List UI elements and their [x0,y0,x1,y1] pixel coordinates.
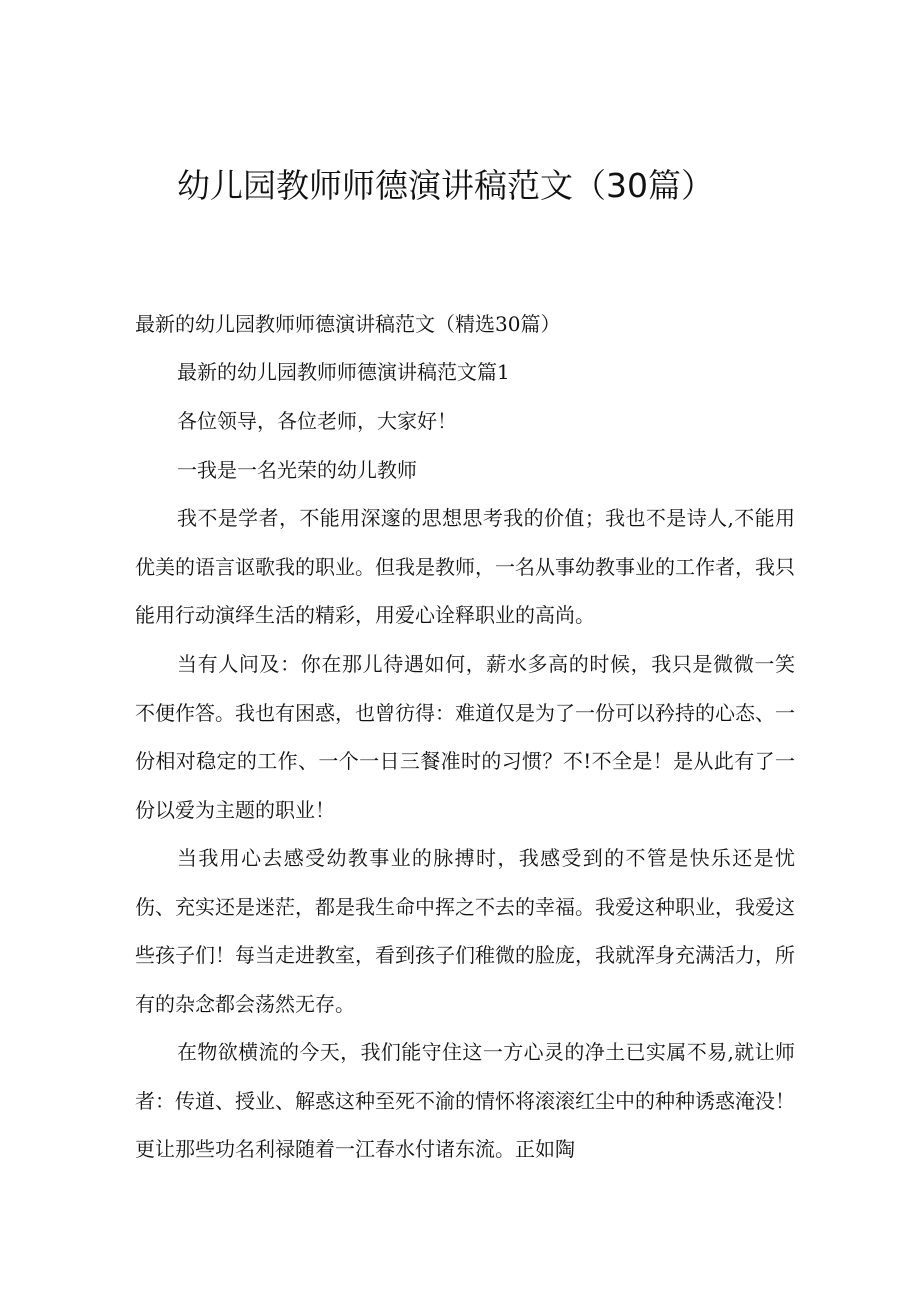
greeting-line: 各位领导，各位老师，大家好！ [177,409,457,433]
body-paragraph: 当有人问及：你在那儿待遇如何，薪水多高的时候，我只是微微一笑不便作答。我也有困惑，也曾彷得：难道仅是为了一份可以矜持的心态、一份相对稳定的工作、一个一日三餐准时的习惯？不!不全是！是从此有了一份以爱为主题的职业！ [135,652,795,822]
section-heading: 最新的幼儿园教师师德演讲稿范文篇1 [177,360,510,384]
intro-line: 一我是一名光荣的幼儿教师 [177,458,417,482]
document-title: 幼儿园教师师德演讲稿范文（30篇） [177,166,714,205]
document-subtitle: 最新的幼儿园教师师德演讲稿范文（精选30篇） [135,312,561,336]
body-paragraph: 当我用心去感受幼教事业的脉搏时，我感受到的不管是快乐还是忧伤、充实还是迷茫，都是我生命中挥之不去的幸福。我爱这种职业，我爱这些孩子们！每当走进教室，看到孩子们稚微的脸庞，我就浑身充满活力，所有的杂念都会荡然无存。 [135,846,795,1016]
body-paragraph: 我不是学者，不能用深邃的思想思考我的价值；我也不是诗人,不能用优美的语言讴歌我的职业。但我是教师，一名从事幼教事业的工作者，我只能用行动演绎生活的精彩，用爱心诠释职业的高尚。 [135,506,795,628]
body-paragraph: 在物欲横流的今天，我们能守住这一方心灵的净土已实属不易,就让师者：传道、授业、解惑这种至死不渝的情怀将滚滚红尘中的种种诱惑淹没！更让那些功名利禄随着一江春水付诸东流。正如陶 [135,1040,795,1162]
